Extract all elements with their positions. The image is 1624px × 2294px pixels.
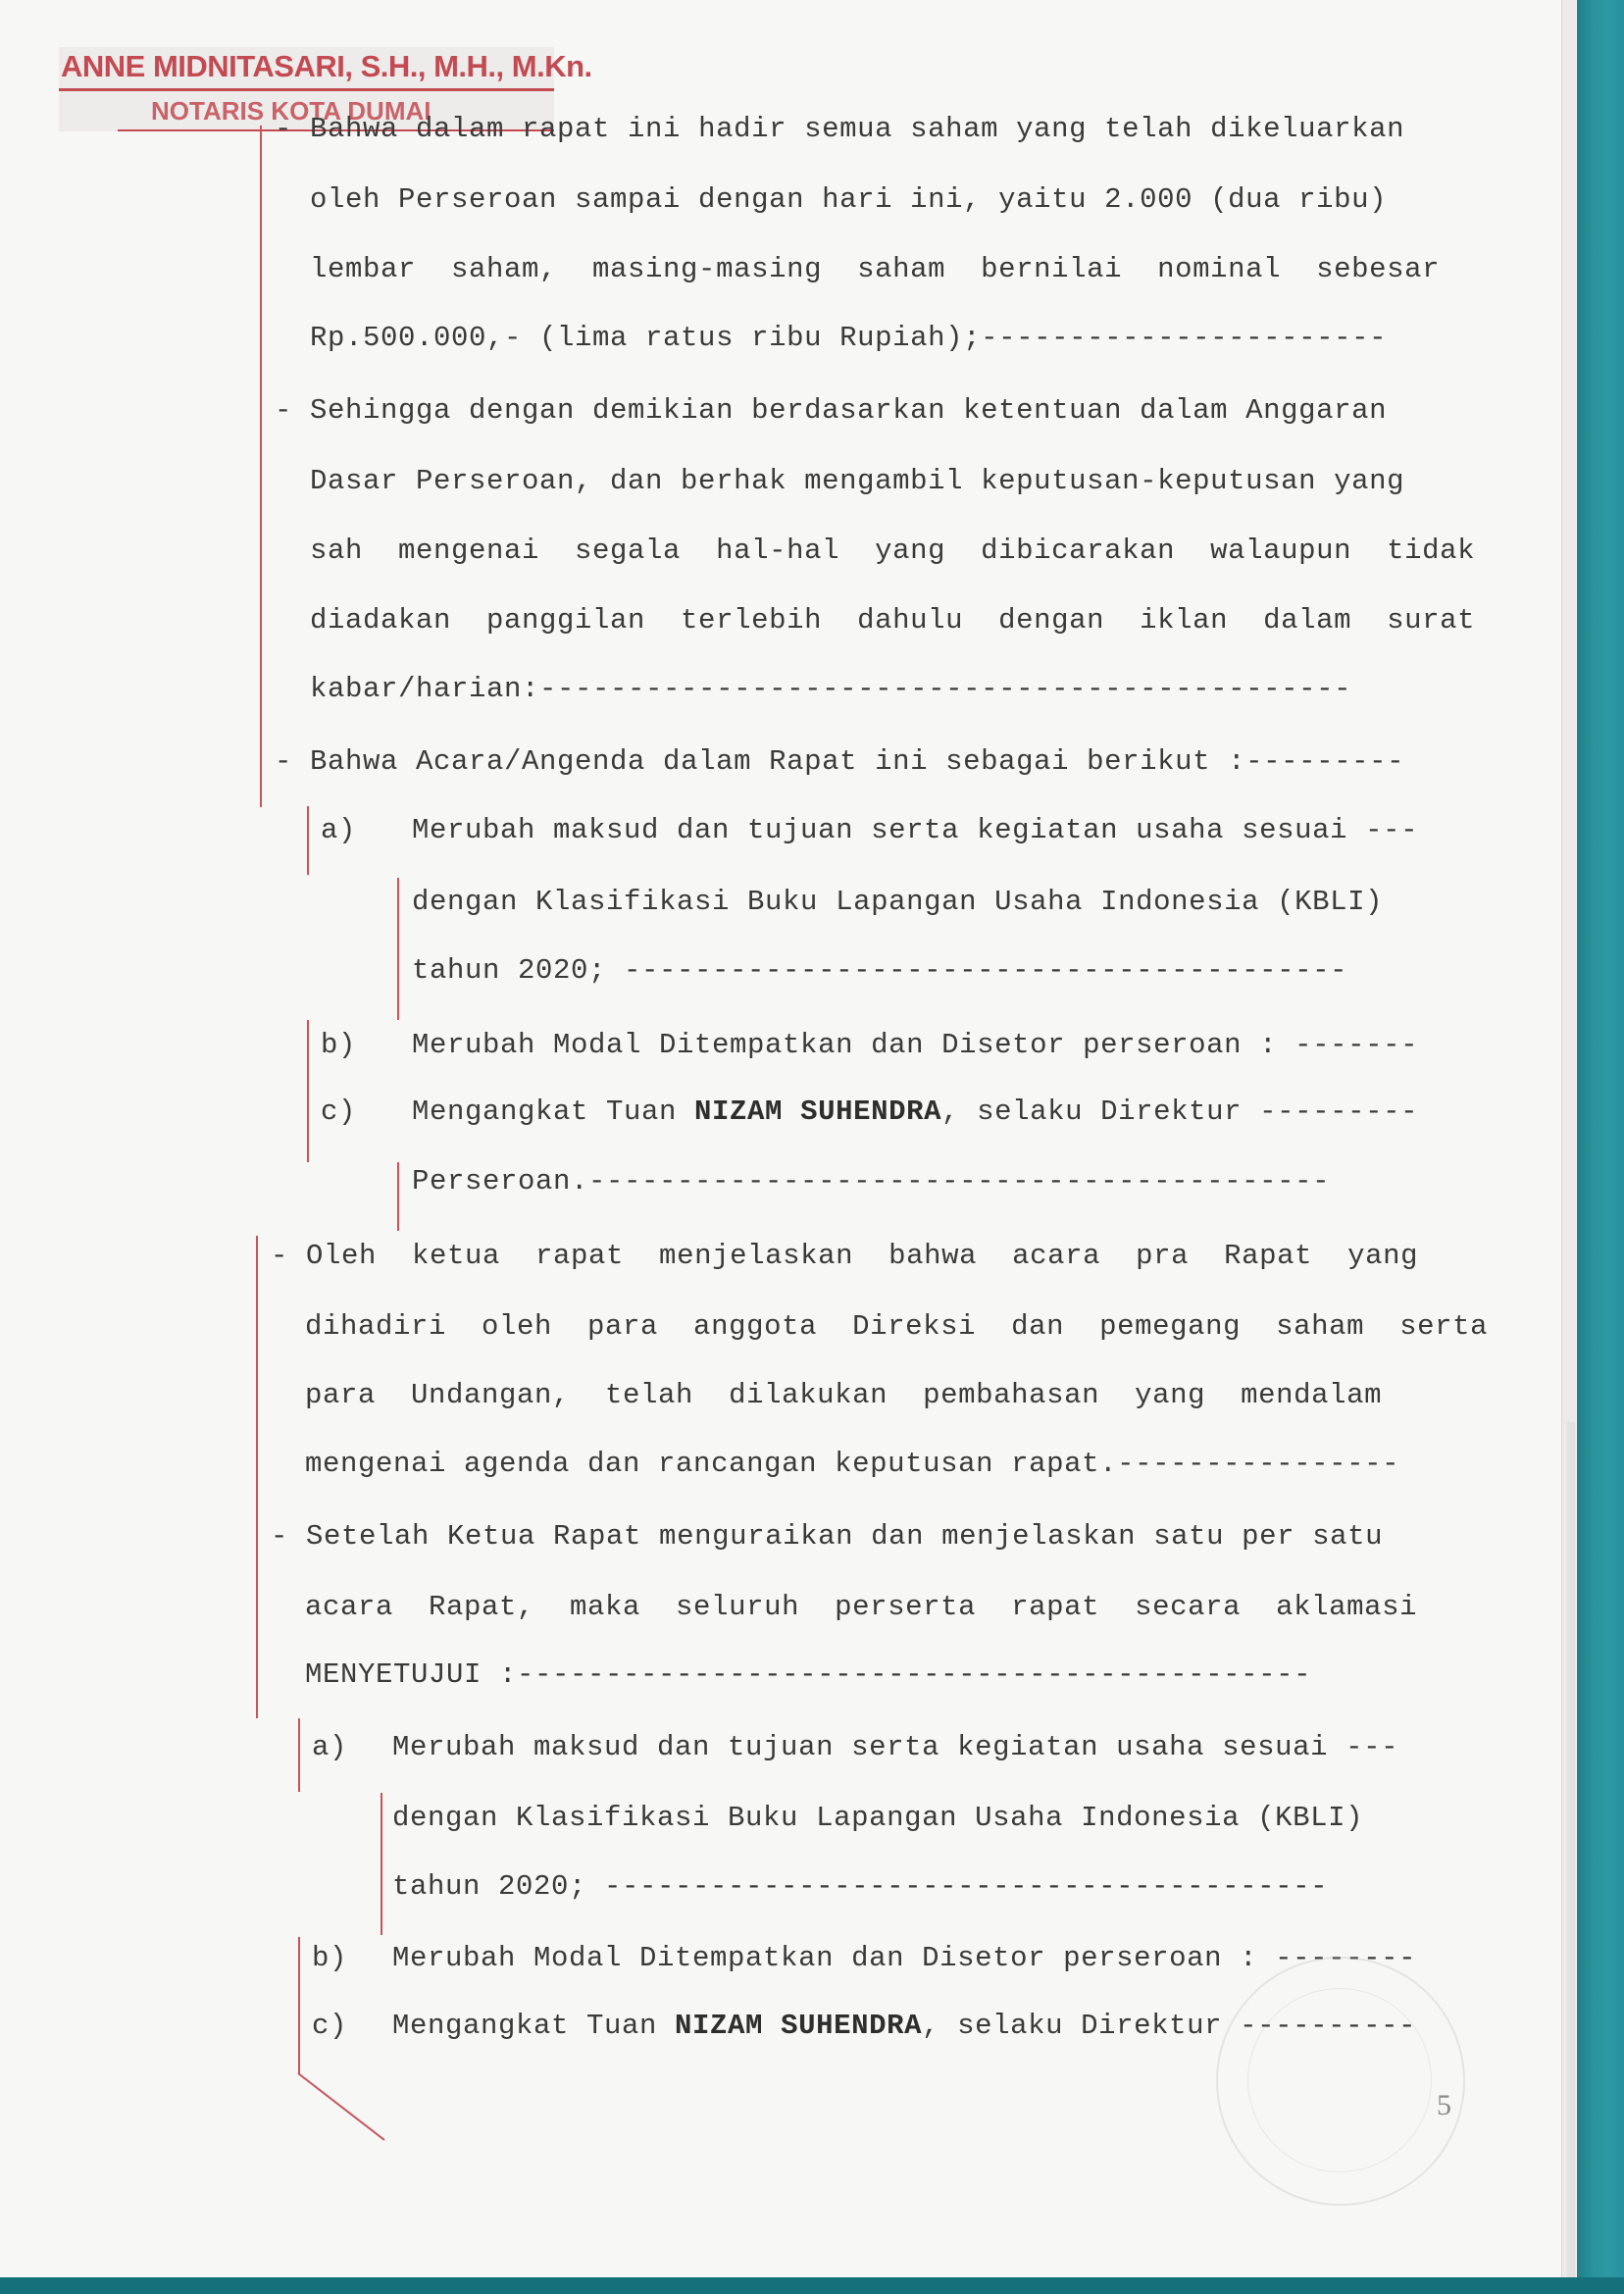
text-line: dihadiri oleh para anggota Direksi dan pemegang saham serta — [305, 1310, 1489, 1343]
text-line: dengan Klasifikasi Buku Lapangan Usaha Indonesia (KBLI) — [392, 1802, 1364, 1834]
margin-line-agenda1-bc — [307, 1020, 309, 1162]
list-label: b) — [312, 1942, 348, 1974]
text-line: para Undangan, telah dilakukan pembahasan yang mendalam — [305, 1379, 1383, 1411]
list-label: a) — [321, 814, 357, 846]
text-line: - Oleh ketua rapat menjelaskan bahwa acara pra Rapat yang — [271, 1240, 1419, 1272]
text-line: Perseroan.------------------------------------------ — [412, 1165, 1331, 1198]
sheet-edge-lower — [1567, 1422, 1575, 2277]
text-line: kabar/harian:---------------------------------------------- — [310, 673, 1352, 705]
margin-line-end-diagonal — [294, 2069, 392, 2148]
text-line: Merubah maksud dan tujuan serta kegiatan usaha sesuai --- — [412, 814, 1419, 846]
text-line: Merubah maksud dan tujuan serta kegiatan usaha sesuai --- — [392, 1731, 1399, 1763]
text-line: MENYETUJUI :--------------------------------------------- — [305, 1658, 1312, 1691]
margin-line-agenda2-a2 — [381, 1793, 382, 1935]
director-name: NIZAM SUHENDRA — [694, 1096, 942, 1128]
text-line: Merubah Modal Ditempatkan dan Disetor perseroan : -------- — [392, 1942, 1417, 1974]
text-line: - Setelah Ketua Rapat menguraikan dan menjelaskan satu per satu — [271, 1520, 1384, 1553]
margin-line-agenda1-a — [307, 806, 309, 875]
margin-line-agenda2-a — [298, 1718, 300, 1792]
text-fragment: Mengangkat Tuan — [412, 1096, 695, 1128]
text-line: Rp.500.000,- (lima ratus ribu Rupiah);----------------------- — [310, 322, 1388, 354]
text-line: sah mengenai segala hal-hal yang dibicarakan walaupun tidak — [310, 535, 1476, 567]
text-fragment: Mengangkat Tuan — [392, 2010, 676, 2042]
margin-line-2 — [256, 1236, 258, 1718]
text-line: dengan Klasifikasi Buku Lapangan Usaha Indonesia (KBLI) — [412, 886, 1384, 918]
list-label: c) — [321, 1096, 357, 1128]
margin-line-agenda2-bc — [298, 1937, 300, 2074]
text-line: lembar saham, masing-masing saham bernilai nominal sebesar — [310, 253, 1441, 285]
text-fragment: , selaku Direktur --------- — [941, 1096, 1419, 1128]
director-name: NIZAM SUHENDRA — [675, 2010, 923, 2042]
list-label: a) — [312, 1731, 348, 1763]
faded-seal-inner — [1247, 1988, 1432, 2172]
stamp-name: ANNE MIDNITASARI, S.H., M.H., M.Kn. — [61, 49, 592, 83]
text-line: oleh Perseroan sampai dengan hari ini, yaitu 2.000 (dua ribu) — [310, 183, 1388, 216]
stamp-title: NOTARIS KOTA DUMAI — [151, 96, 431, 126]
text-line: - Sehingga dengan demikian berdasarkan ketentuan dalam Anggaran — [275, 394, 1388, 427]
margin-line-agenda1-c2 — [397, 1162, 399, 1231]
text-line: Dasar Perseroan, dan berhak mengambil keputusan-keputusan yang — [310, 465, 1405, 497]
text-line: tahun 2020; ----------------------------------------- — [392, 1870, 1329, 1903]
page-number: 5 — [1437, 2089, 1451, 2121]
background-bottom-edge — [0, 2277, 1624, 2294]
text-line: - Bahwa dalam rapat ini hadir semua saham yang telah dikeluarkan — [275, 113, 1405, 145]
text-line: acara Rapat, maka seluruh perserta rapat secara aklamasi — [305, 1591, 1418, 1623]
margin-line-1 — [260, 126, 262, 807]
faded-seal — [1216, 1957, 1465, 2206]
text-line: diadakan panggilan terlebih dahulu dengan iklan dalam surat — [310, 604, 1476, 637]
text-line: Merubah Modal Ditempatkan dan Disetor perseroan : ------- — [412, 1029, 1419, 1061]
stamp-rule — [59, 88, 554, 91]
text-line: tahun 2020; ----------------------------------------- — [412, 954, 1348, 987]
text-line — [412, 1096, 1418, 1129]
text-line: mengenai agenda dan rancangan keputusan rapat.---------------- — [305, 1448, 1400, 1480]
text-fragment: , selaku Direktur ---------- — [922, 2010, 1417, 2042]
margin-line-agenda1-a2 — [397, 878, 399, 1020]
list-label: c) — [312, 2010, 348, 2042]
background-edge — [1577, 0, 1624, 2277]
list-label: b) — [321, 1029, 357, 1061]
text-line: - Bahwa Acara/Angenda dalam Rapat ini sebagai berikut :--------- — [275, 745, 1405, 778]
